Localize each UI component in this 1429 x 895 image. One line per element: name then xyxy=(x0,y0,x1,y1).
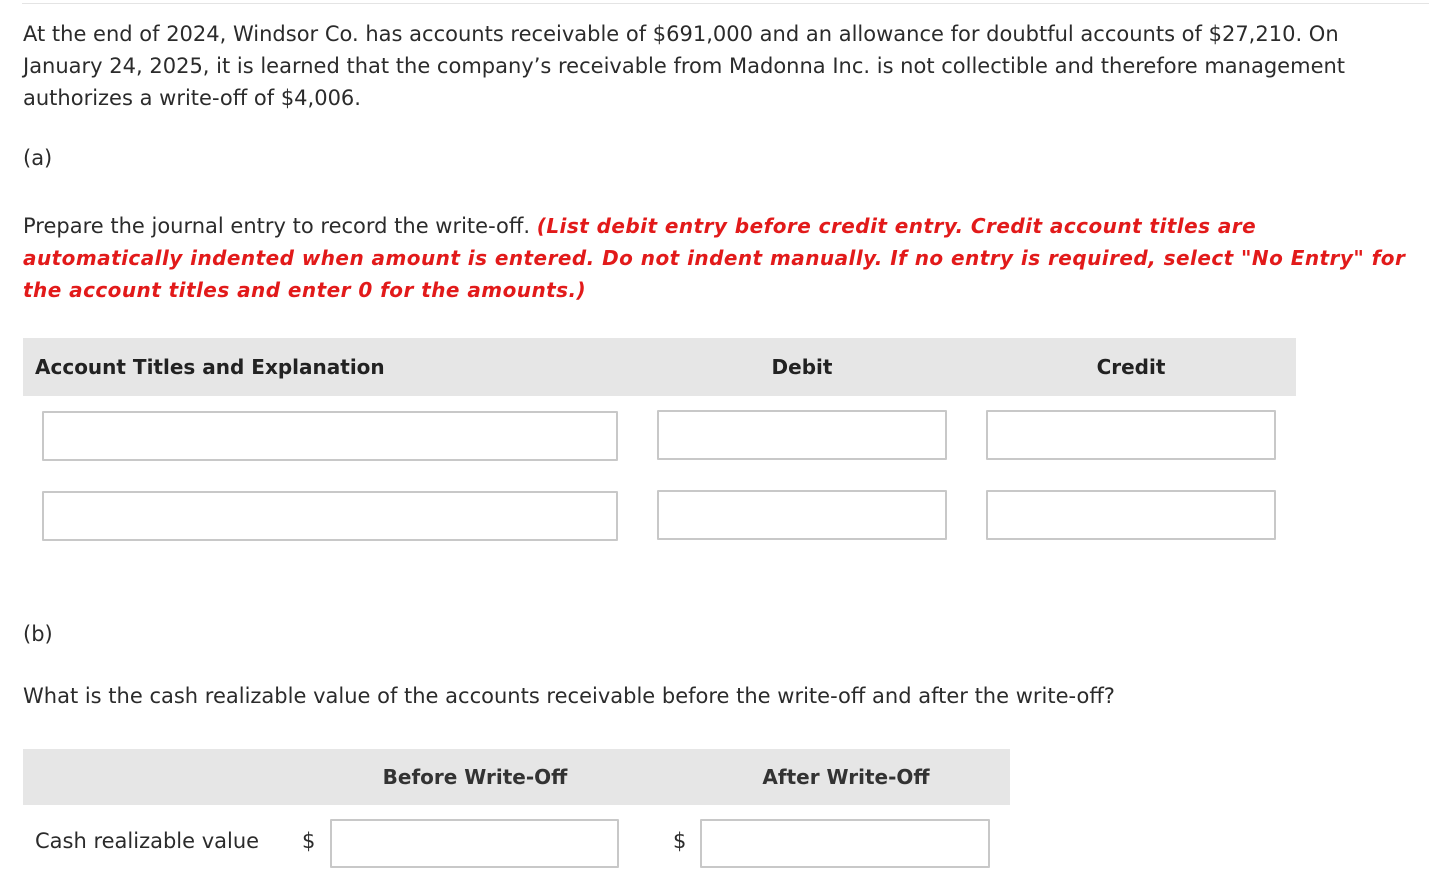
before-write-off-input[interactable] xyxy=(330,819,619,868)
part-b-question: What is the cash realizable value of the accounts receivable before the write-off and after the write-off? xyxy=(23,684,1115,708)
journal-table-header xyxy=(23,338,1296,396)
instruction-text: Prepare the journal entry to record the write-off. xyxy=(23,214,531,238)
part-b-label: (b) xyxy=(23,622,53,646)
journal-row-2-credit-input[interactable] xyxy=(986,490,1276,540)
after-write-off-input[interactable] xyxy=(700,819,990,868)
instruction-note: (List debit entry before credit entry. Credit account titles are automatically indented when amount is entered. Do not indent manually. If no entry is required, select "No Entry" for the account titles and enter 0 for the amounts.) xyxy=(23,214,1406,302)
journal-row-1-debit-input[interactable] xyxy=(657,410,947,460)
top-divider xyxy=(22,3,1429,4)
cash-realizable-table-header xyxy=(23,749,1010,805)
journal-row-1-account-input[interactable] xyxy=(42,411,618,461)
before-currency-symbol: $ xyxy=(302,829,316,853)
credit-header: Credit xyxy=(1096,355,1166,379)
before-write-off-header: Before Write-Off xyxy=(382,765,568,789)
debit-header: Debit xyxy=(771,355,833,379)
cash-realizable-value-label: Cash realizable value xyxy=(35,829,260,853)
part-a-label: (a) xyxy=(23,146,53,170)
problem-statement: At the end of 2024, Windsor Co. has accounts receivable of $691,000 and an allowance for doubtful accounts of $27,210. On January 24, 2025, it is learned that the company’s receivable from Madonna Inc. is not collectible and therefore management authorizes a write-off of $4,006. xyxy=(23,22,1346,110)
journal-row-1-credit-input[interactable] xyxy=(986,410,1276,460)
journal-row-2-account-input[interactable] xyxy=(42,491,618,541)
account-titles-header: Account Titles and Explanation xyxy=(35,355,385,379)
part-a-instruction xyxy=(23,210,1418,306)
journal-row-2-debit-input[interactable] xyxy=(657,490,947,540)
after-write-off-header: After Write-Off xyxy=(762,765,930,789)
after-currency-symbol: $ xyxy=(673,829,687,853)
